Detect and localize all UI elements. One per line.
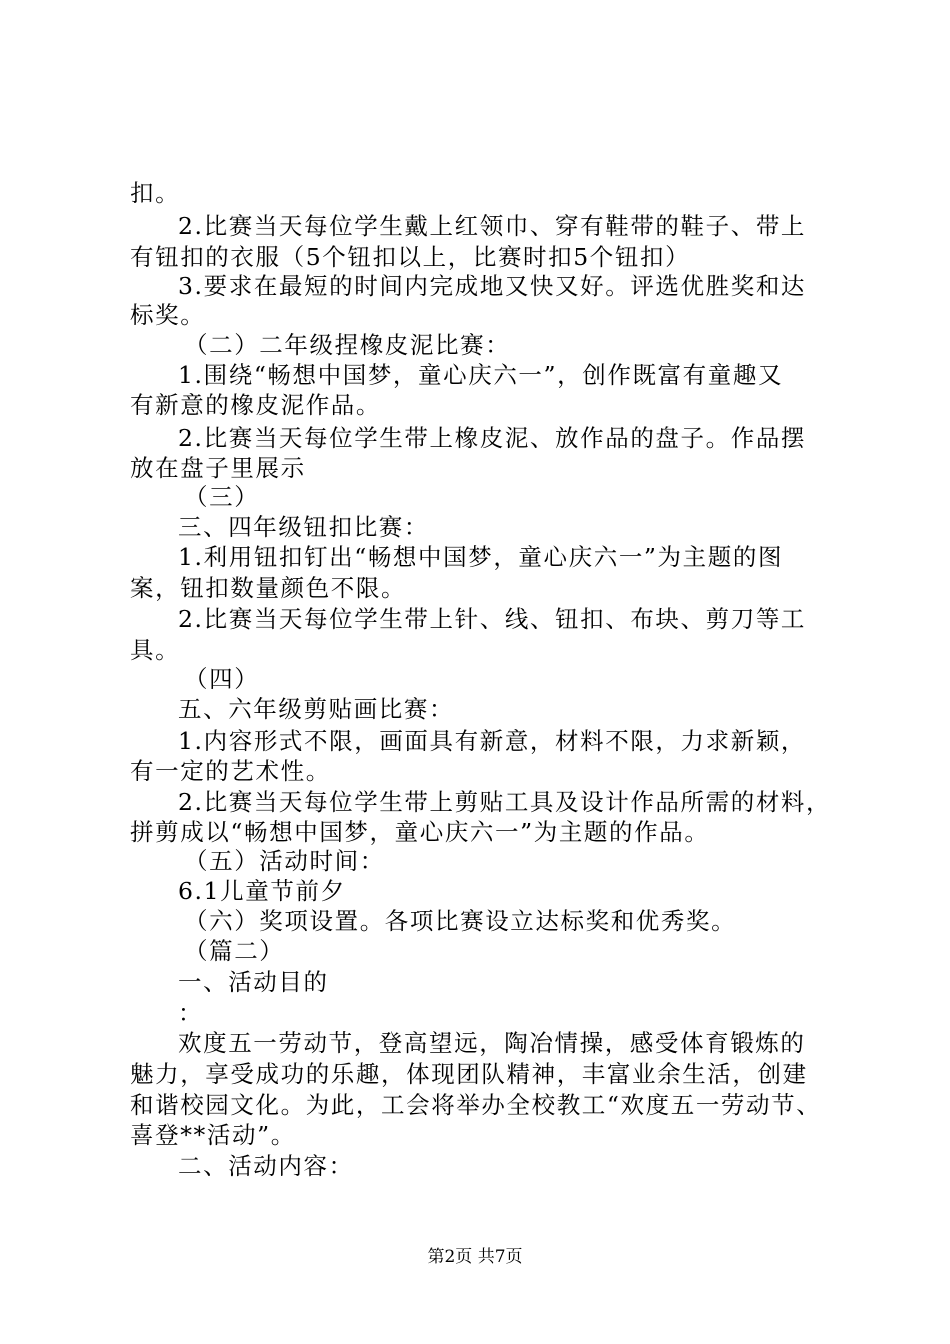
section-heading: （三）	[184, 483, 260, 511]
text-line: 有一定的艺术性。	[130, 757, 331, 785]
text-line: 放在盘子里展示	[130, 454, 306, 482]
text-line: 和谐校园文化。为此，工会将举办全校教工“欢度五一劳动节、	[130, 1091, 822, 1119]
section-heading: 一、活动目的	[178, 968, 329, 996]
text-line: （六）奖项设置。各项比赛设立达标奖和优秀奖。	[184, 907, 737, 935]
section-heading: （四）	[184, 665, 260, 693]
text-line: 有新意的橡皮泥作品。	[130, 391, 381, 419]
text-line: 有钮扣的衣服（5个钮扣以上，比赛时扣5个钮扣）	[130, 243, 691, 271]
page-number: 第2页 共7页	[427, 1247, 523, 1267]
section-heading: （篇二）	[184, 937, 285, 965]
text-line: 3.要求在最短的时间内完成地又快又好。评选优胜奖和达	[178, 272, 807, 300]
text-line: ：	[178, 999, 204, 1027]
text-line: 具。	[130, 636, 181, 664]
text-line: 喜登**活动”。	[130, 1121, 296, 1149]
text-line: 2.比赛当天每位学生带上针、线、钮扣、布块、剪刀等工	[178, 605, 807, 633]
text-line: 魅力，享受成功的乐趣，体现团队精神，丰富业余生活，创建	[130, 1060, 808, 1088]
text-line: 6.1儿童节前夕	[178, 877, 346, 905]
section-heading: （二）二年级捏橡皮泥比赛：	[184, 331, 511, 359]
text-line: 标奖。	[130, 301, 206, 329]
section-heading: 二、活动内容：	[178, 1152, 354, 1180]
text-line: 扣。	[130, 179, 181, 207]
section-heading: 三、四年级钮扣比赛：	[178, 513, 429, 541]
text-line: 2.比赛当天每位学生戴上红领巾、穿有鞋带的鞋子、带上	[178, 212, 807, 240]
text-line: 1.利用钮扣钉出“畅想中国梦，童心庆六一”为主题的图	[178, 543, 784, 571]
section-heading: 五、六年级剪贴画比赛：	[178, 695, 455, 723]
text-line: 2.比赛当天每位学生带上剪贴工具及设计作品所需的材料，	[178, 788, 832, 816]
text-line: 1.内容形式不限，画面具有新意，材料不限，力求新颖，	[178, 727, 807, 755]
section-heading: （五）活动时间：	[184, 847, 385, 875]
text-line: 1.围绕“畅想中国梦，童心庆六一”，创作既富有童趣又	[178, 361, 784, 389]
text-line: 欢度五一劳动节，登高望远，陶冶情操，感受体育锻炼的	[178, 1029, 806, 1057]
text-line: 拼剪成以“畅想中国梦，童心庆六一”为主题的作品。	[130, 818, 710, 846]
text-line: 案，钮扣数量颜色不限。	[130, 574, 407, 602]
text-line: 2.比赛当天每位学生带上橡皮泥、放作品的盘子。作品摆	[178, 424, 807, 452]
